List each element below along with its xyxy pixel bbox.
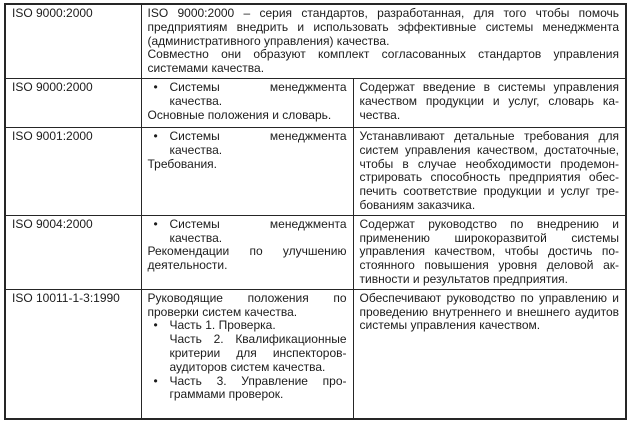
table-row (5, 4, 626, 78)
table-row (5, 215, 626, 289)
table-row (5, 289, 626, 419)
merged-description-cell (141, 4, 626, 78)
bullet-text: Системы менеджмента качества. (169, 128, 347, 157)
title-cell (141, 127, 353, 215)
iso-standards-table (4, 3, 627, 420)
title-cell (141, 78, 353, 127)
bullet-text: Часть 2. Квалификационные критерии для инспекторов-аудиторов систем качества. (169, 332, 347, 374)
paragraph: Содержат введение в системы управления качеством продукции и услуг, словарь качества. (359, 79, 620, 122)
paragraph: Содержат руководство по внедрению и применению широкоразвитой системы управления качеством, чтобы достичь постоянного повышения уровня деловой активности и результатов предприятия. (359, 216, 620, 286)
paragraph: Основные положения и словарь. (147, 107, 332, 122)
paragraph: Обеспечивают руководство по управлению и проведению внутреннего и внешнего аудитов системы управления качеством. (359, 290, 620, 333)
description-cell (353, 215, 626, 289)
paragraph: Требования. (147, 156, 217, 171)
bullet-item (148, 81, 347, 109)
bullet-text: Системы менеджмента качества. (169, 79, 347, 108)
bullet-text: Системы менеджмента качества. (169, 216, 347, 245)
standard-cell: ISO 9000:2000 (5, 78, 141, 127)
standard-cell: ISO 10011-1-3:1990 (5, 289, 141, 419)
bullet-item (148, 218, 347, 246)
bullet-continuation (148, 333, 347, 374)
bullet-item (148, 319, 347, 333)
bullet-icon: • (153, 373, 158, 388)
description-cell (353, 127, 626, 215)
bullet-icon (148, 333, 170, 374)
paragraph: Рекомендации по улучшению деятельности. (147, 244, 347, 273)
standard-cell: ISO 9000:2000 (5, 4, 141, 78)
title-cell (141, 215, 353, 289)
standard-cell: ISO 9001:2000 (5, 127, 141, 215)
table-row (5, 78, 626, 127)
paragraph: Руководящие положения по проверки систем качества. (147, 290, 347, 319)
bullet-icon: • (153, 128, 158, 143)
paragraph: Устанавливают детальные требования для систем управления качеством, достаточные, чтобы в случае необходимости продемонстрировать способность предприятия обеспечить соответствие продукции и услуг требованиям заказчика. (359, 128, 620, 212)
bullet-item (148, 130, 347, 158)
paragraph: Совместно они образуют комплект согласованных стандартов управления системами качества. (147, 47, 620, 76)
bullet-icon: • (153, 318, 158, 333)
bullet-text: Часть 1. Проверка. (169, 318, 276, 333)
description-cell (353, 289, 626, 419)
table-row (5, 127, 626, 215)
paragraph: ISO 9000:2000 – серия стандартов, разработанная, для того чтобы помочь предприятиям внедрить и использовать эффективные системы менеджмента (административного управления) качества. (147, 6, 620, 48)
title-cell (141, 289, 353, 419)
description-cell (353, 78, 626, 127)
bullet-text: Часть 3. Управление программами проверок. (169, 373, 347, 402)
standard-cell: ISO 9004:2000 (5, 215, 141, 289)
bullet-icon: • (153, 216, 158, 231)
bullet-icon: • (153, 79, 158, 94)
bullet-item (148, 375, 347, 403)
standards-table-body (5, 4, 626, 419)
